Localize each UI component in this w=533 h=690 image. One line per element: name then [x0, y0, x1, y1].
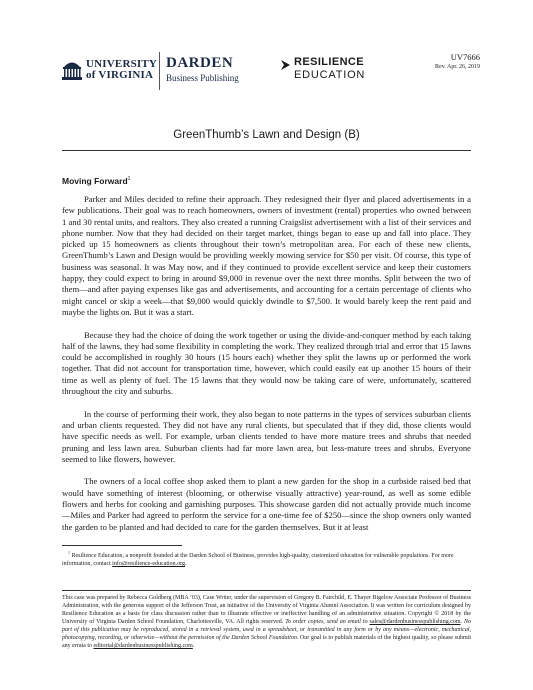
copyright-italic1: To order copies, send an email to	[285, 619, 370, 625]
copyright-part1: This case was prepared by Rebecca Goldberg (MBA ’03), Case Writer, under the supervision of Gregory B. Fairchild, E. Thayer Bigelow Associate Professor of Business Administration, with the generous support of the Jefferson Trust, an initiative of the University of Virginia Alumni Association. It was written for curriculum designed by Resilience Education as a basis for class discussion rather than to illustrate effective or ineffective handling of an administrative situation. Copyright © 2018 by the University of Virginia Darden School Foundation, Charlottesville, VA. All rights reserved.	[62, 595, 471, 625]
sales-email-link[interactable]: sales@dardenbusinesspublishing.com	[369, 619, 461, 625]
case-number: UV7666	[450, 52, 480, 62]
uva-line1: UNIVERSITY	[86, 58, 158, 70]
editorial-email-link[interactable]: editorial@dardenbusinesspublishing.com	[93, 643, 193, 649]
resilience-arrow-icon	[280, 58, 292, 72]
resilience-line1: RESILIENCE	[294, 56, 365, 68]
footnote-number: 1	[68, 550, 70, 555]
paragraph: Because they had the choice of doing the work together or using the divide-and-conquer method by each taking half of the lawns, they had some flexibility in completing the work. They realized through trial and error that 15 lawns could be accomplished in roughly 30 hours (15 hours each) whether they split the lawns up or performed the work together. That did not account for transportation time, however, which could easily eat up another 15 hours of their time as well as plenty of fuel. The 15 lawns that they would now be taking care of were, unfortunately, scattered throughout the city and suburbs.	[62, 329, 471, 397]
resilience-line2: EDUCATION	[294, 69, 366, 81]
darden-sub: Business Publishing	[166, 73, 239, 83]
copyright-rule	[62, 590, 471, 591]
footnote	[62, 549, 471, 568]
copyright-italic2: . No part of this publication may be reproduced, stored in a retrieval system, used in a spreadsheet, or transmitted in any form or by any means—electronic, mechanical, photocopying, recording, or otherwise—without the permission of the Darden School Foundation.	[62, 619, 471, 641]
section-heading-text: Moving Forward	[62, 176, 128, 186]
uva-line2: of VIRGINIA	[86, 69, 154, 81]
footnote-marker: 1	[127, 176, 131, 183]
uva-logo	[62, 57, 158, 87]
title-rule	[62, 150, 471, 151]
copyright-end: .	[192, 643, 195, 649]
footnote-end: .	[185, 561, 187, 567]
section-heading	[62, 176, 130, 186]
body-text	[62, 194, 471, 544]
rotunda-icon	[62, 58, 82, 80]
darden-name: DARDEN	[166, 55, 234, 71]
page-title: GreenThumb’s Lawn and Design (B)	[173, 129, 360, 141]
copyright-notice	[62, 594, 471, 650]
logo-divider	[159, 52, 160, 90]
footnote-rule	[62, 545, 182, 546]
paragraph: In the course of performing their work, they also began to note patterns in the types of services suburban clients and urban clients requested. They did not have any rural clients, but speculated that if they did, those clients would have specific needs as well. For example, urban clients tended to have more mature trees and shrubs that needed pruning and less lawn area. Suburban clients had far more lawn area, but less-mature trees and shrubs. Everyone seemed to like flowers, however.	[62, 408, 471, 464]
copyright-part2: Our goal is to publish materials of the highest quality, so please submit any errata to	[62, 635, 472, 649]
footnote-email-link[interactable]: info@resilience-education.org	[112, 561, 186, 567]
case-identifier	[435, 52, 480, 71]
darden-logo	[166, 55, 239, 84]
revision-date: Rev. Apr. 26, 2019	[435, 64, 480, 70]
footnote-text: Resilience Education, a nonprofit founded at the Darden School of Business, provides high-quality, customized education for vulnerable populations. For more information, contact	[62, 553, 454, 567]
page-header	[62, 52, 480, 92]
paragraph: The owners of a local coffee shop asked them to plant a new garden for the shop in a curbside raised bed that would have something of interest (blooming, or otherwise visually attractive) year-round, as well as some edible flowers and herbs for cooking and garnishing purposes. This showcase garden did not actually provide much income—Miles and Parker had agreed to perform the service for a one-time fee of $250—since the shop owners only wanted the garden to be planted and had decided to care for the garden themselves. But it at least	[62, 476, 471, 532]
paragraph: Parker and Miles decided to refine their approach. They redesigned their flyer and placed advertisements in a few publications. Their goal was to reach homeowners, owners of investment (rental) properties who owned between 1 and 30 rental units, and realtors. They also created a running Craigslist advertisement with a list of their services and phone number. Now that they had decided on their target market, things began to ease up and fall into place. They picked up 15 homeowners as clients throughout their town’s metropolitan area. For each of these new clients, GreenThumb’s Lawn and Design would be providing weekly mowing service for $50 per visit. Of course, this type of business was seasonal. It was May now, and if they continued to provide excellent service and keep their customers happy, they could expect to bring in around $9,000 in revenue over the next three months. Split between the two of them—and after paying expenses like gas and advertisements, and accounting for a certain percentage of clients who might cancel or skip a week—that $9,000 would quickly dwindle to $7,500. It would barely keep the rent paid and maybe the lights on. But it was a start.	[62, 194, 471, 317]
